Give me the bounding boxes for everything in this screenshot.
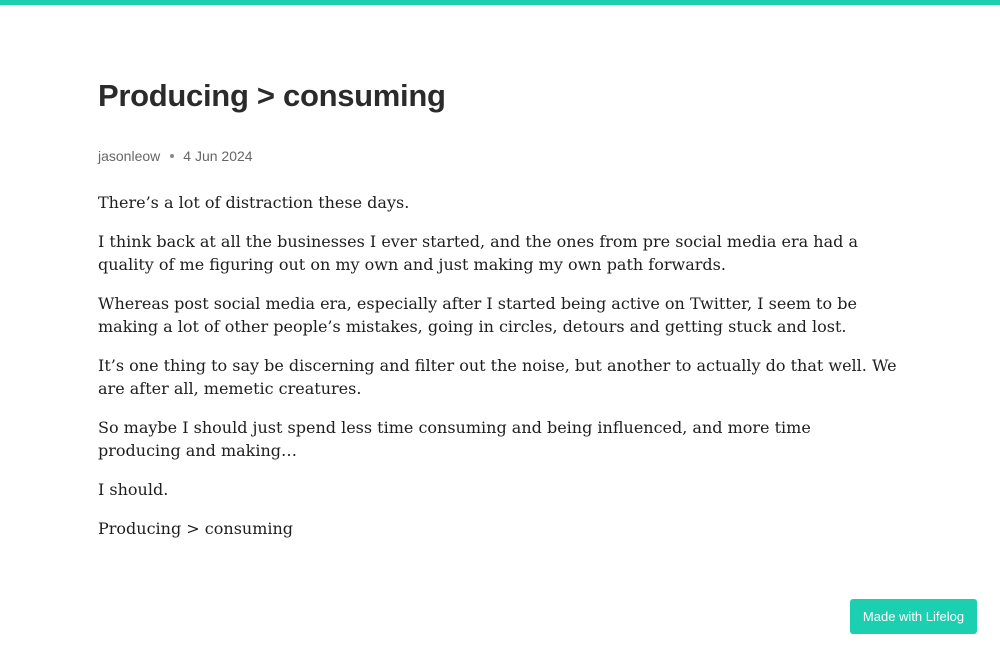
post-title: Producing > consuming [98,78,446,113]
post-paragraph: Producing > consuming [98,519,294,538]
top-accent-bar [0,0,1000,5]
author-link[interactable]: jasonleow [98,148,161,164]
post-meta [98,147,253,165]
post-paragraph: Whereas post social media era, especially after I started being active on Twitter, I seem to be making a lot of other people’s mistakes, going in circles, detours and getting stuck and lost. [98,294,857,336]
post-paragraph: There’s a lot of distraction these days. [98,193,410,212]
post-date: 4 Jun 2024 [183,148,253,164]
post-paragraph: I should. [98,480,169,499]
post-content [98,191,898,556]
post-paragraph: It’s one thing to say be discerning and filter out the noise, but another to actually do that well. We are after all, memetic creatures. [98,356,897,398]
post-paragraph: So maybe I should just spend less time consuming and being influenced, and more time producing and making… [98,418,811,460]
made-with-lifelog-button[interactable]: Made with Lifelog [850,599,977,634]
meta-separator-dot [170,154,174,158]
post-paragraph: I think back at all the businesses I ever started, and the ones from pre social media era had a quality of me figuring out on my own and just making my own path forwards. [98,232,858,274]
